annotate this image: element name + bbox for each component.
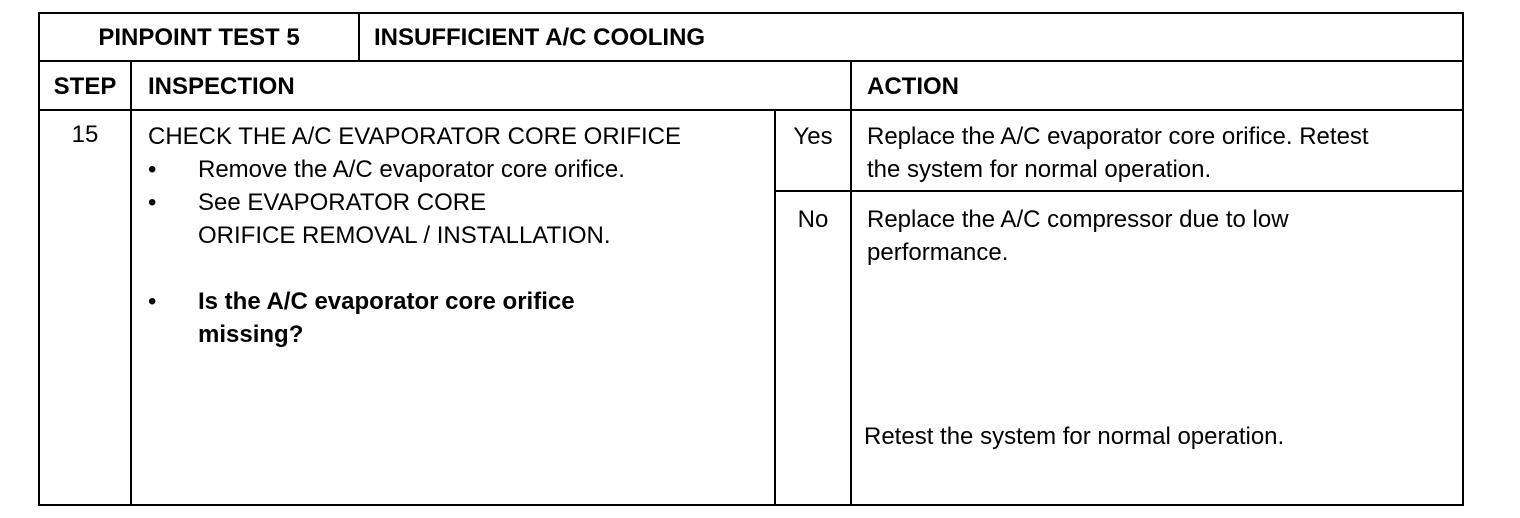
bullet-1-text: Remove the A/C evaporator core orifice. (198, 156, 625, 183)
no-action-retest: Retest the system for normal operation. (864, 423, 1285, 450)
no-action-line1: Replace the A/C compressor due to low (867, 206, 1289, 233)
step-column-header: STEP (53, 73, 117, 100)
header-divider (40, 60, 1462, 62)
inspection-title: CHECK THE A/C EVAPORATOR CORE ORIFICE (148, 123, 681, 150)
no-label: No (797, 206, 829, 233)
no-action-line2: performance. (867, 239, 1009, 266)
action-column-divider (850, 60, 852, 504)
bullet-1: • (148, 156, 157, 183)
inspection-column-header: INSPECTION (148, 73, 295, 100)
yes-label: Yes (793, 123, 833, 150)
pinpoint-test-table (38, 12, 1464, 506)
bullet-3: • (148, 288, 157, 315)
step-number: 15 (71, 121, 99, 148)
action-column-header: ACTION (867, 73, 959, 100)
title-divider (358, 14, 360, 60)
column-header-divider (40, 109, 1462, 111)
bullet-2-text-line1: See EVAPORATOR CORE (198, 189, 487, 216)
yes-action-line1: Replace the A/C evaporator core orifice. Retest (867, 123, 1369, 150)
bullet-2-text-line2: ORIFICE REMOVAL / INSTALLATION. (198, 222, 611, 249)
yes-action-line2: the system for normal operation. (867, 156, 1212, 183)
answer-column-divider (774, 111, 776, 504)
test-title: INSUFFICIENT A/C COOLING (374, 24, 706, 51)
bullet-2: • (148, 189, 157, 216)
test-label: PINPOINT TEST 5 (98, 24, 300, 51)
yes-no-divider (774, 190, 1462, 192)
step-column-divider (130, 60, 132, 504)
question-line1: Is the A/C evaporator core orifice (198, 288, 575, 315)
question-line2: missing? (198, 321, 304, 348)
